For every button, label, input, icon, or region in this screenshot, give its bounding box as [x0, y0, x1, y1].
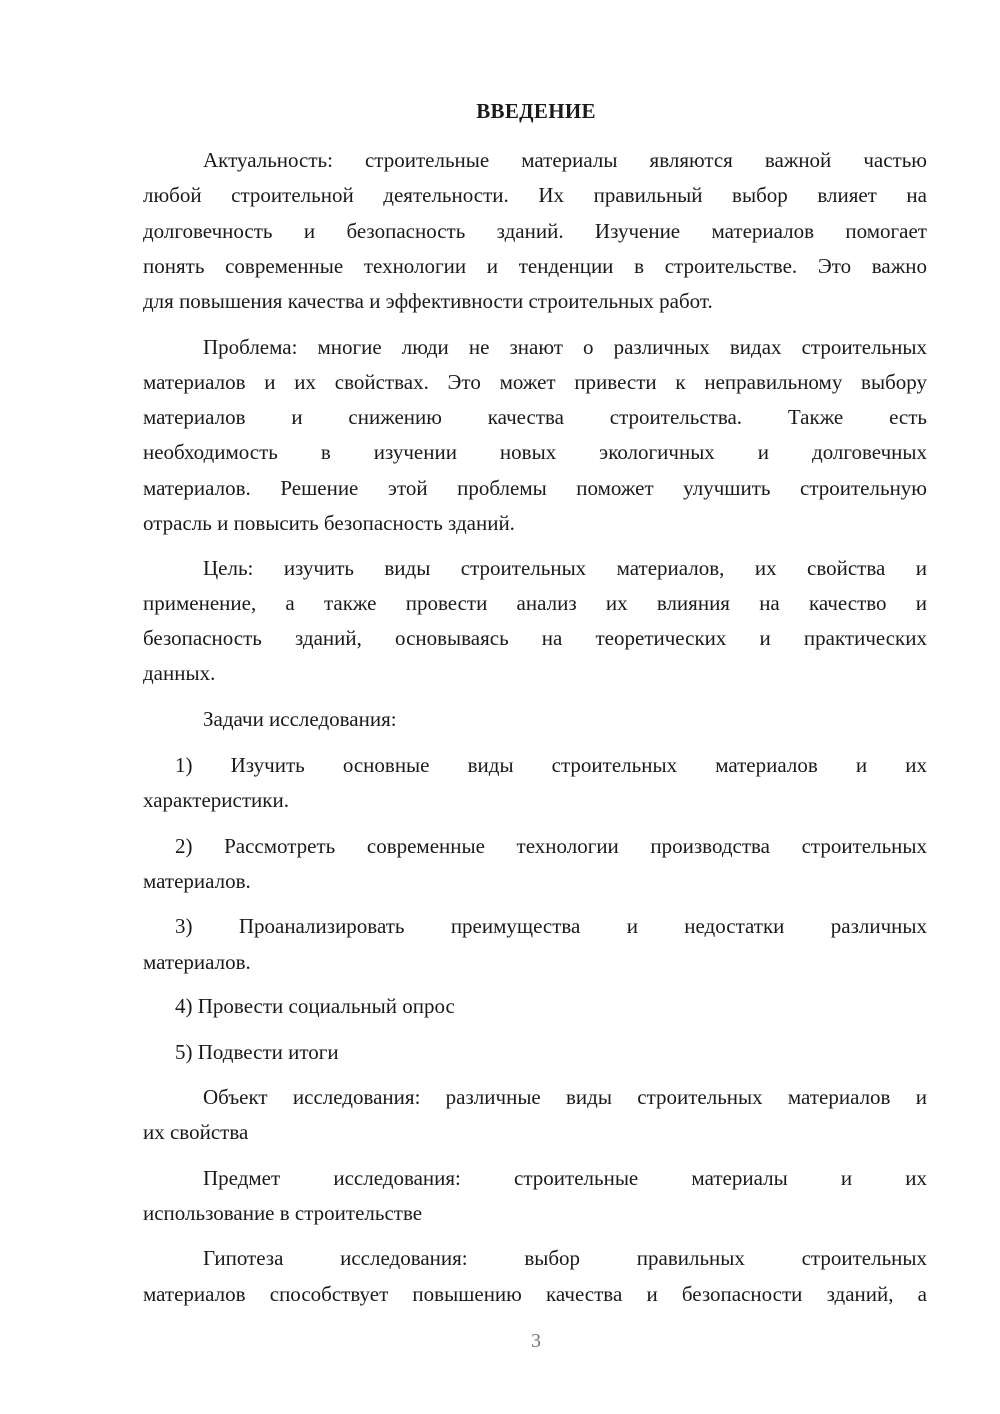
paragraph-line: материалов и снижению качества строительства. Также есть: [143, 405, 927, 429]
paragraph-line: материалов. Решение этой проблемы поможет улучшить строительную: [143, 476, 927, 500]
paragraph-line: Объект исследования: различные виды строительных материалов и: [203, 1085, 927, 1109]
list-item-line: характеристики.: [143, 788, 289, 812]
paragraph-line: Цель: изучить виды строительных материалов, их свойства и: [203, 556, 927, 580]
paragraph-line: использование в строительстве: [143, 1201, 423, 1225]
tasks-heading: Задачи исследования:: [203, 707, 397, 731]
list-item-line: 2) Рассмотреть современные технологии производства строительных: [175, 834, 927, 858]
list-item-line: 1) Изучить основные виды строительных материалов и их: [175, 753, 927, 777]
list-item-line: материалов.: [143, 869, 251, 893]
list-item-line: материалов.: [143, 950, 251, 974]
paragraph-line: любой строительной деятельности. Их правильный выбор влияет на: [143, 183, 927, 207]
paragraph-line: материалов способствует повышению качества и безопасности зданий, а: [143, 1282, 927, 1306]
paragraph-line: необходимость в изучении новых экологичных и долговечных: [143, 440, 927, 464]
list-item-line: 5) Подвести итоги: [175, 1040, 339, 1064]
paragraph-line: долговечность и безопасность зданий. Изучение материалов помогает: [143, 219, 927, 243]
paragraph-line: понять современные технологии и тенденции в строительстве. Это важно: [143, 254, 927, 278]
paragraph-line: для повышения качества и эффективности строительных работ.: [143, 289, 713, 313]
list-item-line: 4) Провести социальный опрос: [175, 994, 455, 1018]
section-title: ВВЕДЕНИЕ: [476, 99, 596, 123]
paragraph-line: данных.: [143, 661, 216, 685]
paragraph-line: применение, а также провести анализ их влияния на качество и: [143, 591, 927, 615]
paragraph-line: Проблема: многие люди не знают о различных видах строительных: [203, 335, 927, 359]
paragraph-line: их свойства: [143, 1120, 249, 1144]
paragraph-line: Предмет исследования: строительные материалы и их: [203, 1166, 927, 1190]
paragraph-line: Актуальность: строительные материалы являются важной частью: [203, 148, 927, 172]
list-item-line: 3) Проанализировать преимущества и недостатки различных: [175, 914, 927, 938]
paragraph-line: материалов и их свойствах. Это может привести к неправильному выбору: [143, 370, 927, 394]
page-number: 3: [531, 1330, 541, 1352]
paragraph-line: безопасность зданий, основываясь на теоретических и практических: [143, 626, 927, 650]
paragraph-line: Гипотеза исследования: выбор правильных строительных: [203, 1246, 927, 1270]
paragraph-line: отрасль и повысить безопасность зданий.: [143, 511, 515, 535]
